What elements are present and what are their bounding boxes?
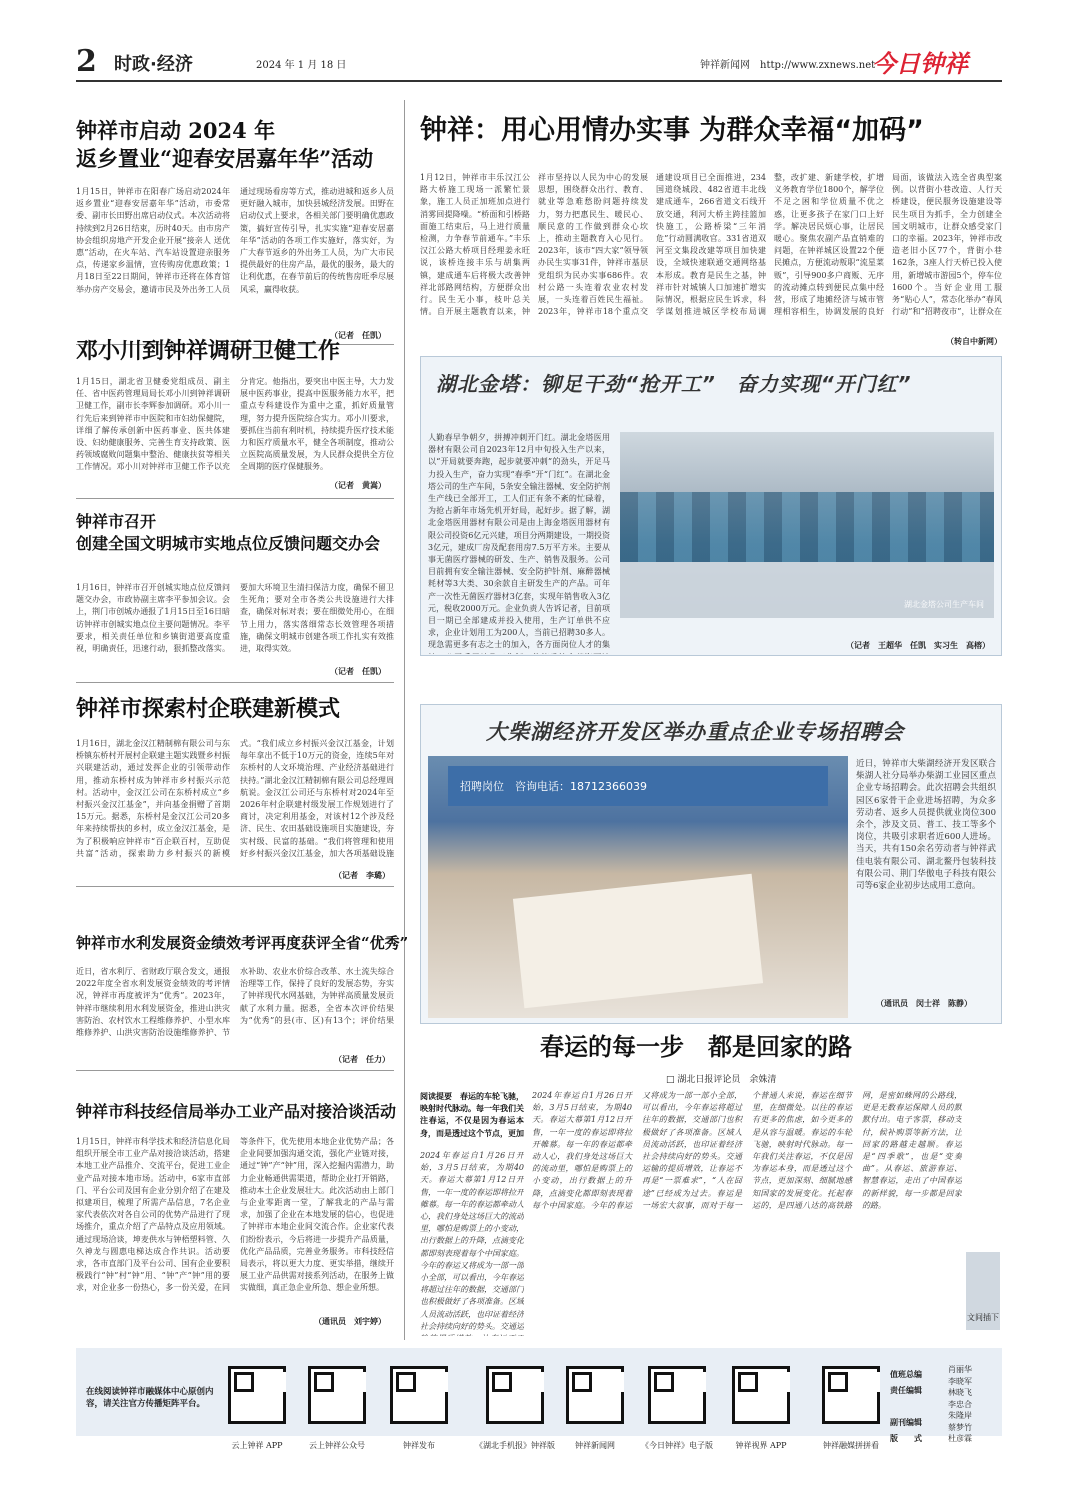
section-name: 时政·经济 [114, 54, 193, 75]
a6-byline: （通讯员 刘宇婷） [314, 1316, 386, 1326]
a6-body: 1月15日，钟祥市科学技术和经济信息化局组织开展全市工业产品对接洽谈活动，搭建本地工业产品推介、交流平台，促进工业企业产品对接本地市场。活动中，6家市直部门、平台公司及国有企业分别介绍了在建及拟建项目，梳理了所需产品信息，7名企业家代表依次对各自公司的优势产品进行了现场推介，重点介绍了产品特点及应用领域。通过现场洽谈，坤麦供水与钟梧塑料管、久久神龙与圆惠电梯达成合作共识。活动要求，各市直部门及平台公司、国有企业要积极践行“钟”村“钟”用、“钟”产“钟”用的要求，对企业多一份热心，多一份关爱，在同等条件下，优先使用本地企业优势产品；各企业间要加强沟通交流，强化产业链对接，通过“钟”产“钟”用，深入挖掘内需潜力，助力企业畅通供需渠道，帮助企业打开销路，推动本土企业发展壮大。此次活动由上部门与企业零距离一堂，了解我北的产品与需求，加强了企业在本地发展的信心，也促进了钟祥市本地企业间交流合作。企业家代表们纷纷表示，今后将进一步提升产品质量，优化产品品质，完善业务服务。市科技经信局表示，将以更大力度、更实举措，继续开展工业产品供需对接系列活动，在服务上做实做细，真正急企业所急、想企业所想。 [76, 1137, 394, 1293]
qr-label: 云上钟祥公众号 [309, 1441, 365, 1450]
a4-body: 1月16日，湖北金汉江精制棉有限公司与东桥镇东桥村开展村企联建主题实践暨乡村振兴联建活动，通过发挥企业的引领带动作用，推动东桥村成为钟祥市乡村振兴示范村。活动中，金汉江公司在东桥村成立“乡村振兴金汉江基金”，并向基金捐赠了首期15万元。据悉，东桥村是金汉江公司20多年来持续帮扶的乡村，成立金汉江基金，是为了积极响应钟祥市“百企联百村，互助促共富”活动，探索助力乡村振兴的新模式。“我们成立乡村振兴金汉江基金，计划每年拿出不低于10万元的资金，连续5年对东桥村的人文环境治理、产业经济基础进行扶持。”湖北金汉江精制棉有限公司总经理周航说。金汉江公司还与东桥村对2024年至2026年村企联建村级发展工作规划进行了商讨，决定利用基金，对该村12个涉及经济、民生、农田基础设施项目实施建设，夯实村级、民富的基础。“我们将管理和使用好乡村振兴金汉江基金，加大各项基础设施 [76, 739, 394, 858]
qr-label: 《湖北手机报》钟祥版 [475, 1441, 555, 1450]
jobfair-photo [428, 756, 848, 1018]
a5-body: 近日，省水利厅、省财政厅联合发文，通报2022年度全省水利发展资金绩效的考评情况，钟祥市再度被评为“优秀”。2023年，钟祥市继续利用水利发展资金，推进山洪灾害防治、农村饮水工程维修养护、小型水库维修养护、山洪灾害防治设施维修养护、节水补助、农业水价综合改革、水土流失综合治理等工作，保持了良好的发展态势，夯实了钟祥现代水网基础，为钟祥高质量发展贡献了水利力量。据悉，全省本次评价结果为“优秀”的县(市、区)有13个；评价结果 [76, 967, 394, 1038]
issue-date: 2024 年 1 月 18 日 [256, 60, 347, 71]
newspaper-logo: 今日钟祥 [872, 49, 968, 78]
qr-code-icon[interactable] [486, 1366, 544, 1424]
column-tag: 文间插下 [966, 1252, 1000, 1330]
qr-code-icon[interactable] [308, 1366, 366, 1424]
a1-title-1: 钟祥市启动 2024 年 [76, 118, 276, 143]
a4-byline: （记者 李璐） [334, 870, 390, 880]
lead-title: 钟祥：用心用情办实事 为群众幸福“加码” [420, 115, 924, 146]
box2-title: 大柴湖经济开发区举办重点企业专场招聘会 [486, 720, 904, 744]
qr-code-icon[interactable] [648, 1366, 706, 1424]
divider [76, 886, 394, 887]
a5-title: 钟祥市水利发展资金绩效考评再度获评全省“优秀” [76, 934, 409, 952]
comment-body-2: 2024年春运自1月26日开始，3月5日结束，为期40天。春运大幕第1月12日开售，一年一度的春运即将拉开帷幕。每一年的春运都牵动人心，我们身处这场巨大的流动里，哪怕是购票上的小变动，出行数据上的升降，点滴变化都即刻表现着每个中国家庭。今年的春运又将成为一部一部小全部，可以看出，今年春运将超过往年的数据，交通部门也积极做好了各项准备。区域人员流动活跃，也印证着经济社会持续向好的势头。交通运输的提质增效，让春运不再是“一票难求”，“人在囧途”已经成为过去。春运是一场宏大叙事，而对于每一个普通人来说，春运在细节里，在细微处。以往的春运有更多的焦虑，如今更多的是从容与温暖。春运的车轮飞驰，映射时代脉动。每一年我们关注春运，不仅是因为春运本身，而是透过这个节点，更加深刻、细腻地感知国家的发展变化。托起春运的，是四通八达的高铁路网，是密如蛛网的公路线，更是无数春运保障人员的默默付出。电子客票，移动支付，候补购票等新方法，让回家的路越走越顺。春运是“四季歌”，也是“变奏曲”。从春运、旅游春运、智慧春运，走出了中国春运的新样貌，每一步都是回家的路。 [532, 1091, 962, 1210]
a2-title: 邓小川到钟祥调研卫健工作 [76, 338, 341, 364]
photo-caption: 湖北金塔公司生产车间 [904, 600, 984, 609]
column-divider [404, 100, 405, 1340]
recruit-banner: 招聘岗位 咨询电话：18712366039 [448, 766, 828, 806]
qr-label: 云上钟祥 APP [231, 1441, 283, 1450]
a2-body: 1月15日，湖北省卫健委党组成员、副主任、省中医药管理局局长邓小川到钟祥调研卫健工作，副市长李辉参加调研。邓小川一行先后来到钟祥市中医院和市妇幼保健院，详细了解传承创新中医药事业、医共体建设、妇幼健康服务、完善生育支持政策、医药领域腐败问题集中整治、健康扶贫等相关工作情况。邓小川对钟祥市卫健工作予以充分肯定。他指出，要突出中医主导，大力发展中医药事业，提高中医服务能力水平，把重点专科建设作为重中之重，抓好质量管理，努力提升医院综合实力。邓小川要求，要抓住当前有利时机，持续提升医疗技术能力和医疗质量水平，健全各项制度，推动公立医院高质量发展，为人民群众提供全方位全周期的医疗保健服务。 [76, 377, 394, 472]
a5-byline: （记者 任力） [334, 1054, 390, 1064]
lead-body: 1月12日，钟祥市丰乐汉江公路大桥施工现场一派繁忙景象，施工人员正加班加点进行消雾回提降噪。“桥面和引桥路面施工结束后，马上进行质量检测，力争春节前通车。”丰乐汉江公路大桥项目经理姜永旺说，该桥连接丰乐与胡集两镇，建成通车后将极大改善钟祥北部路网结构，方便群众出行。民生无小事，枝叶总关情。自开展主题教育以来，钟祥市坚持以人民为中心的发展思想，围绕群众出行、教育、就业等急难愁盼问题持续发力，努力把惠民生、暖民心、顺民意的工作做到群众心坎上，推动主题教育入心见行。2023年，该市“四大家”领导领办民生实事31件，钟祥市基层党组织为民办实事686件。农村公路一头连着农业农村发展，一头连着百姓民生福祉。2023年，钟祥市18个重点交通建设项目已全面推进，234国道绕城段、482省道丰北线建成通车，266省道文石线开放交通，利河大桥主跨挂篮加快施工，公路桥梁“三年消危”行动圆满收官。331省道双河至文集段改建等项目加快建设，全域快速联通交通网络基本形成。教育是民生之基，钟祥市针对城镇人口加速扩增实际情况，根据应民生诉求，科学谋划推进城区学校布局调整，改扩建、新建学校，扩增义务教育学位1800个，解学位不足之困和学位质量不优之惑，让更多孩子在家门口上好学。解决居民烦心事，让居民暖心。聚焦农副产品直销难的问题，在钟祥城区设置22个便民摊点，方便流动叛职“流星菜贩”，引导900多户商贩、无序的流动摊点转到便民点集中经营，形成了地摊经济与城市管理相容相生，协调发展的良好局面，该做法入选全省典型案例。以背街小巷改造、人行天桥建设，便民服务设施建设等民生项目为抓手，全力创建全国文明城市，让群众感受家门口的幸福。2023年，钟祥市改造老旧小区77个，背街小巷162条，3座人行天桥已投入使用，新增城市游园5个，停车位1600个。当好企业用工服务“贴心人”，常态化举办“春风行动”和“招聘夜市”，让群众在 [420, 173, 1002, 317]
qr-label: 钟祥融媒拼拼看 [823, 1441, 879, 1450]
comment-title: 春运的每一步 都是回家的路 [540, 1032, 852, 1061]
qr-label: 《今日钟祥》电子版 [641, 1441, 713, 1450]
box2-byline: （通讯员 闵士祥 陈静） [876, 998, 972, 1008]
a6-title: 钟祥市科技经信局举办工业产品对接洽谈活动 [76, 1102, 397, 1121]
qr-label: 钟祥发布 [403, 1441, 435, 1450]
a3-title-2: 创建全国文明城市实地点位反馈问题交办会 [76, 534, 381, 553]
staff-labels: 值班总编 责任编辑 副刊编辑 版 式 [890, 1369, 922, 1443]
comment-author: □ 湖北日报评论员 余姝清 [666, 1075, 777, 1085]
site-url[interactable]: 钟祥新闻网 http://www.zxnews.net [700, 60, 876, 71]
divider [76, 1070, 394, 1071]
a3-body: 1月16日，钟祥市召开创城实地点位反馈问题交办会，市政协副主席李平参加会议。会上，荆门市创城办通报了1月15日至16日暗访钟祥市创城实地点位主要问题情况。李平要求，相关责任单位和乡镇街道要高度重视，明确责任，迅速行动，狠抓整改落实。要加大环境卫生清扫保洁力度，确保不留卫生死角；要对全市各类公共设施进行大排查，确保对标对表；要在细微处用心，在细节上用力，落实落细常态长效管理各项措施，确保文明城市创建各项工作扎实有效推进，取得实效。 [76, 583, 394, 654]
qr-label: 钟祥新闻网 [575, 1441, 615, 1450]
staff-names: 肖丽华 李晓军 林晓飞 李忠合 朱隆岸 蔡梦竹 杜彦霖 [948, 1365, 972, 1443]
divider [76, 498, 394, 499]
divider [76, 682, 394, 683]
header-rule [76, 80, 1002, 82]
factory-photo [620, 432, 994, 618]
box1-body: 人勤春早争朝夕，拼搏冲刺开门红。湖北金塔医用器材有限公司自2023年12月中旬投入生产以来，以“开局就要奔跑，起步就要冲刺”的劲头，开足马力投入生产，奋力实现“春季”开“门红”。在湖北金塔公司的生产车间，5条安全输注器械、安全防护剂生产线已全部开工，工人们正有条不紊的忙碌着，为抢占新年市场先机开好局，起好步。据了解，湖北金塔医用器材有限公司是由上海金塔医用器材有限公司投资6亿元兴建，项目分两期建设，一期投资3亿元，建成厂房及配套用房7.5万平方米。主要从事无菌医疗器械的研发、生产、销售及服务。公司目前拥有安全输注器械、安全防护针剂、麻醉器械耗材等3大类、30余款自主研发生产的产品。可年产一次性无菌医疗器材3亿套，实现年销售收入3亿元，税收2000万元。企业负责人告诉记者，目前项目一期已全部建成并投入使用，生产订单供不应求，企业计划用工为200人，当前已招聘30多人。现急需更多有志之士的加入，各方面岗位人才的集 [428, 433, 610, 650]
qr-code-icon[interactable] [228, 1366, 286, 1424]
box1-title: 湖北金塔：铆足干劲“抢开工” 奋力实现“开门红” [436, 372, 912, 396]
qr-code-icon[interactable] [390, 1366, 448, 1424]
footer-note: 在线阅读钟祥市融媒体中心原创内容，请关注官方传播矩阵平台。 [86, 1387, 214, 1409]
comment-lead: 阅读提要 春运的车轮飞驰，映射时代脉动。每一年我们关注春运，不仅是因为春运本身，而是透过这个节点，更加 [420, 1091, 524, 1138]
page-number: 2 [76, 44, 97, 79]
qr-code-icon[interactable] [566, 1366, 624, 1424]
comment-body-1: 2024年春运自1月26日开始，3月5日结束，为期40天。春运大幕第1月12日开售，一年一度的春运即将拉开帷幕。每一年的春运都牵动人心，我们身处这场巨大的流动里，哪怕是购票上的小变动，出行数据上的升降，点滴变化都即刻表现着每个中国家庭。今年的春运又将成为一部一部小全部，可以看出，今年春运将超过往年的数据，交通部门也积极做好了各项准备。区域人员流动活跃，也印证着经济社会持续向好的势头。交通运 [420, 1151, 524, 1331]
qr-code-icon[interactable] [732, 1366, 790, 1424]
a3-title-1: 钟祥市召开 [76, 512, 157, 531]
a1-byline: （记者 任凯） [330, 330, 386, 340]
a1-body: 1月15日，钟祥市在阳春广场启动2024年返乡置业“迎春安居嘉年华”活动，市委常委、副市长田野出席启动仪式。本次活动将持续到2月26日结束，历时40天。由市房产协会组织房地产开发企业开展“接亲人 送优惠”活动，在火车站、汽车站设置迎亲服务点，传递家乡温情，宣传购房优惠政策；1月18日至22日期间，钟祥市还将在体育馆举办房产交易会，邀请市民及外出务工人员通过现场看房等方式，推动进城和返乡人员更好融入城市，加快县城经济发展。田野在启动仪式上要求，各相关部门要明确优惠政策，搞好宣传引导，扎实实施“迎春安居嘉年华”活动的各项工作实施好，落实好，为广大春节返乡的外出务工人员，为广大市民提供最好的住房产品，最优的服务，最大的让利优惠，在春节前后的传统售房旺季尽展风采，赢得收获。 [76, 187, 394, 294]
a3-byline: （记者 任凯） [330, 666, 386, 676]
box2-body: 近日，钟祥市大柴湖经济开发区联合柴湖人社分局举办柴湖工业园区重点企业专场招聘会。此次招聘会共组织园区6家骨干企业进场招聘，为众多劳动者、返乡人员提供就业岗位300余个，涉及文员、普工、技工等多个岗位，共吸引求职者近600人进场。当天，共有150余名劳动者与钟祥武佳电装有限公司、湖北鳌丹包装科技有限公司、荆门华傲电子科技有限公司等6家企业初步达成用工意向。 [856, 759, 996, 892]
box1-byline: （记者 王超华 任凯 实习生 高榕） [846, 640, 990, 650]
a1-title-2: 返乡置业“迎春安居嘉年华”活动 [76, 146, 374, 171]
a2-byline: （记者 黄嵩） [330, 480, 386, 490]
a4-title: 钟祥市探索村企联建新模式 [76, 696, 341, 722]
qr-code-icon[interactable] [822, 1366, 880, 1424]
qr-label: 钟祥视界 APP [735, 1441, 787, 1450]
lead-byline: （转自中新网） [946, 336, 1002, 346]
